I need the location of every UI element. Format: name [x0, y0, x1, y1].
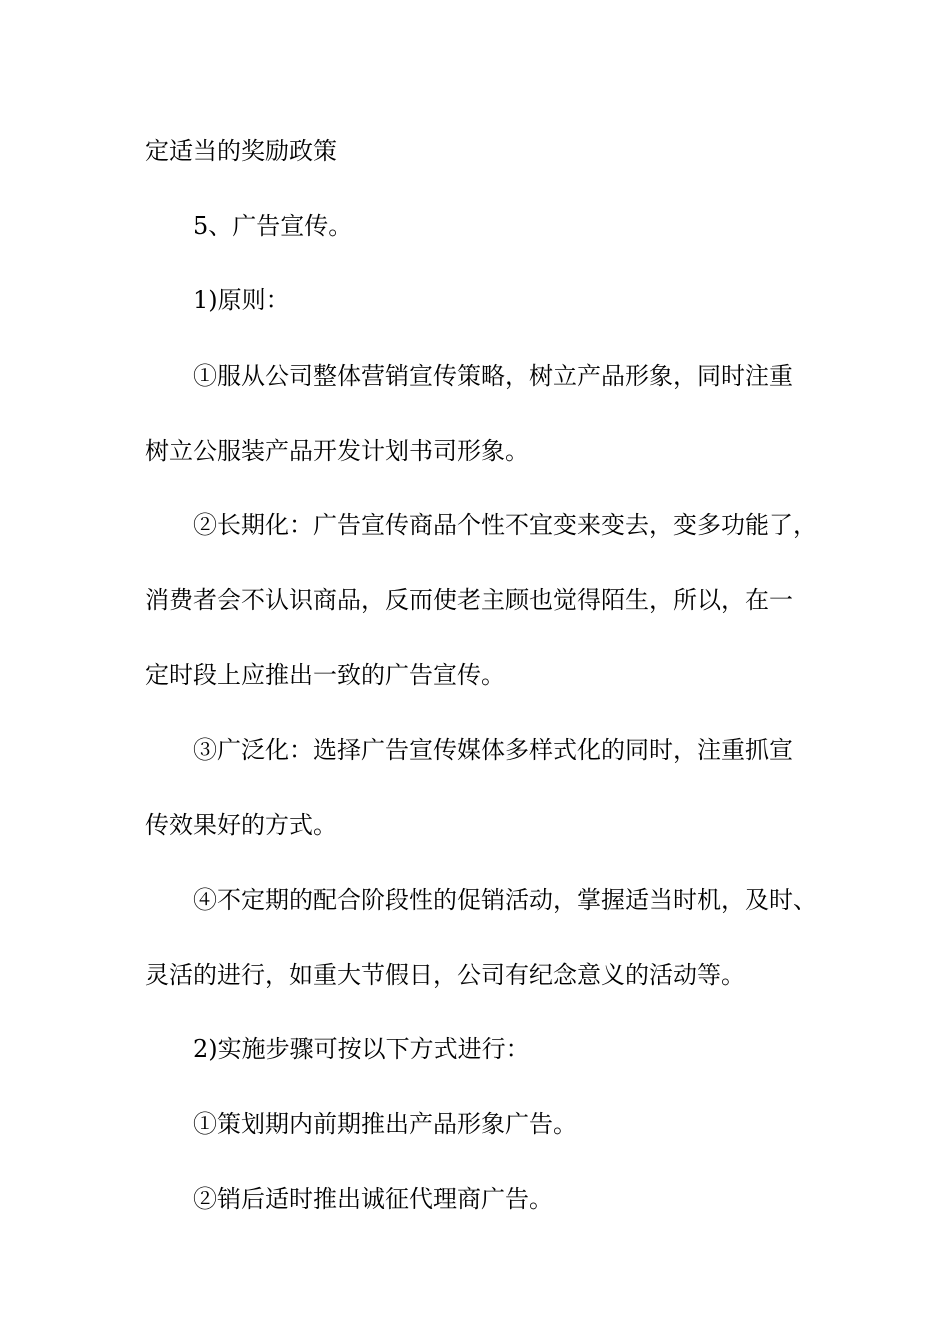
paragraph-line: ②长期化：广告宣传商品个性不宜变来变去，变多功能了，: [193, 511, 817, 539]
paragraph-line: 定适当的奖励政策: [145, 137, 337, 165]
section-heading: 5、广告宣传。: [193, 212, 353, 240]
paragraph-line: ①服从公司整体营销宣传策略，树立产品形象，同时注重: [193, 362, 793, 390]
paragraph-line: 消费者会不认识商品，反而使老主顾也觉得陌生，所以，在一: [145, 586, 793, 614]
paragraph-line: ③广泛化：选择广告宣传媒体多样式化的同时，注重抓宣: [193, 736, 793, 764]
paragraph-line: ②销后适时推出诚征代理商广告。: [193, 1185, 553, 1213]
subsection-heading: 2)实施步骤可按以下方式进行：: [193, 1035, 530, 1063]
subsection-heading: 1)原则：: [193, 286, 290, 314]
paragraph-line: 定时段上应推出一致的广告宣传。: [145, 661, 505, 689]
paragraph-line: 灵活的进行，如重大节假日，公司有纪念意义的活动等。: [145, 961, 745, 989]
paragraph-line: ④不定期的配合阶段性的促销活动，掌握适当时机，及时、: [193, 886, 817, 914]
paragraph-line: 树立公服装产品开发计划书司形象。: [145, 437, 529, 465]
paragraph-line: ①策划期内前期推出产品形象广告。: [193, 1110, 577, 1138]
paragraph-line: 传效果好的方式。: [145, 811, 337, 839]
